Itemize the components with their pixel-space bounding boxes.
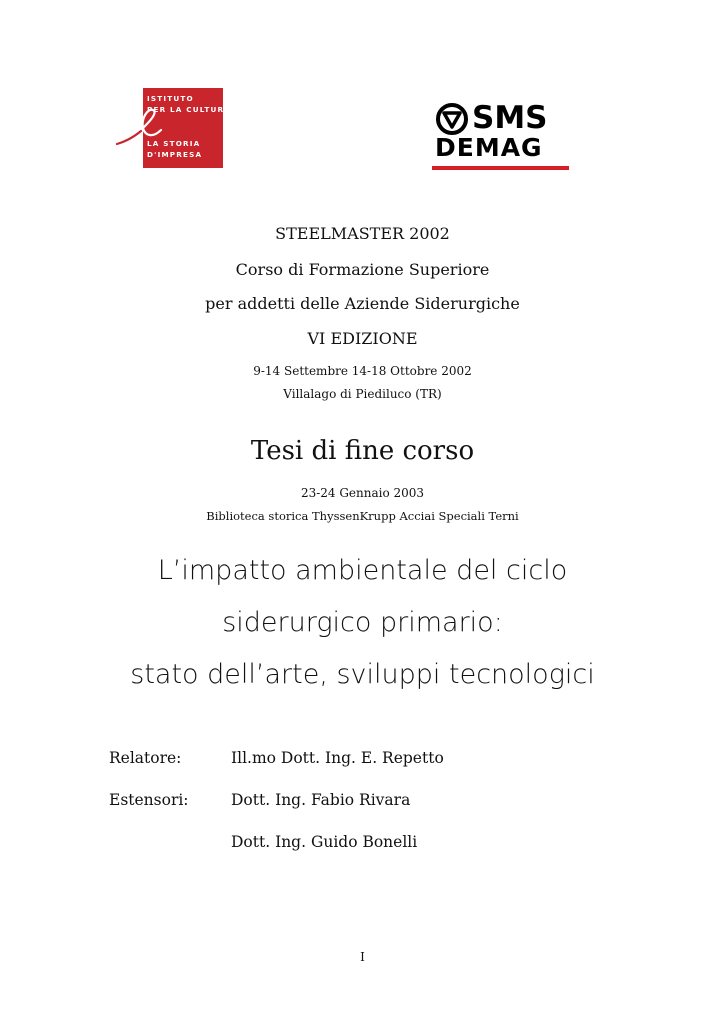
istituto-logo-line-3: LA STORIA	[147, 139, 201, 148]
page-number: I	[360, 950, 365, 964]
estensore-name-1: Dott. Ing. Fabio Rivara	[231, 791, 411, 809]
sms-logo-red-line	[432, 166, 569, 170]
thesis-title-line-3: stato dell’arte, sviluppi tecnologici	[130, 659, 595, 690]
istituto-logo-line-2: PER LA CULTURA	[147, 105, 231, 114]
demag-logo-text: DEMAG	[435, 133, 543, 162]
thesis-title-line-2: siderurgico primario:	[222, 607, 503, 638]
istituto-logo	[143, 88, 231, 168]
estensore-name-2: Dott. Ing. Guido Bonelli	[231, 833, 418, 851]
istituto-logo-line-1: ISTITUTO	[147, 94, 194, 103]
course-dates: 9-14 Settembre 14-18 Ottobre 2002	[253, 364, 472, 378]
course-location: Villalago di Piediluco (TR)	[283, 387, 442, 401]
sms-emblem-icon	[435, 102, 469, 136]
course-subtitle: Corso di Formazione Superiore	[235, 260, 490, 279]
course-edition: VI EDIZIONE	[307, 329, 418, 348]
relatore-name: Ill.mo Dott. Ing. E. Repetto	[231, 749, 444, 767]
relatore-label: Relatore:	[109, 749, 182, 767]
istituto-logo-line-4: D'IMPRESA	[147, 150, 203, 159]
sms-demag-logo	[432, 100, 570, 172]
script-e-icon	[115, 100, 175, 150]
thesis-venue: Biblioteca storica ThyssenKrupp Acciai Speciali Terni	[206, 509, 519, 523]
thesis-dates: 23-24 Gennaio 2003	[300, 486, 425, 500]
estensori-label: Estensori:	[109, 791, 189, 809]
thesis-heading: Tesi di fine corso	[250, 436, 475, 466]
course-title: STEELMASTER 2002	[275, 224, 450, 243]
course-audience: per addetti delle Aziende Siderurgiche	[205, 294, 520, 313]
sms-logo-text: SMS	[472, 100, 548, 136]
thesis-title-line-1: L’impatto ambientale del ciclo	[157, 555, 568, 586]
